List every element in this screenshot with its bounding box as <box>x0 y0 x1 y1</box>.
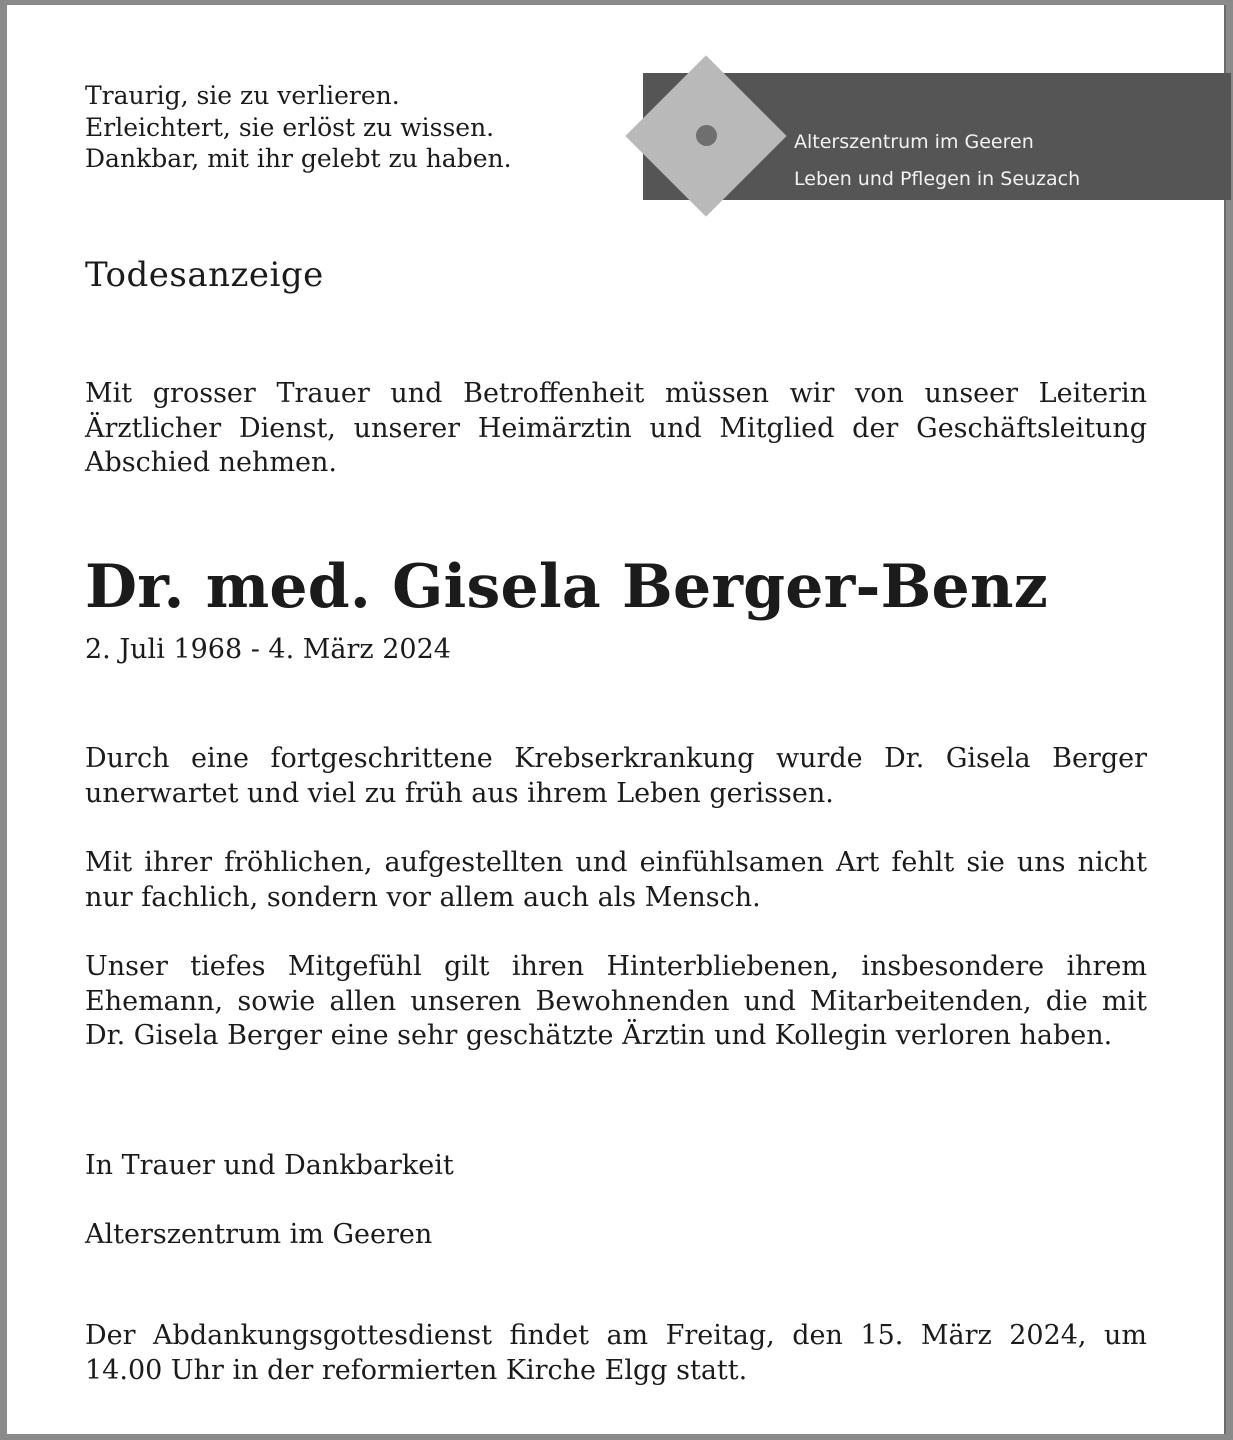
logo-tagline: Leben und Pflegen in Seuzach <box>794 168 1081 190</box>
body-paragraph: Durch eine fortgeschrittene Krebserkrankung wurde Dr. Gisela Berger unerwartet und viel zu früh aus ihrem Leben gerissen. <box>85 743 1147 809</box>
sender-name: Alterszentrum im Geeren <box>85 1219 433 1250</box>
border-rule <box>1224 5 1226 1434</box>
motto-line: Dankbar, mit ihr gelebt zu haben. <box>85 144 512 173</box>
motto <box>85 80 512 175</box>
deceased-name: Dr. med. Gisela Berger-Benz <box>85 552 1048 622</box>
body-paragraph: Unser tiefes Mitgefühl gilt ihren Hinterbliebenen, insbesondere ihrem Ehemann, sowie allen unseren Bewohnenden und Mitarbeitenden, die mit Dr. Gisela Berger eine sehr geschätzte Ärztin und Kollegin verloren haben. <box>85 951 1147 1051</box>
closing-line: In Trauer und Dankbarkeit <box>85 1150 454 1181</box>
life-dates: 2. Juli 1968 - 4. März 2024 <box>85 634 451 665</box>
body-paragraph: Mit ihrer fröhlichen, aufgestellten und einfühlsamen Art fehlt sie uns nicht nur fachlich, sondern vor allem auch als Mensch. <box>85 847 1147 913</box>
page-title: Todesanzeige <box>85 255 324 295</box>
logo-name: Alterszentrum im Geeren <box>794 131 1034 153</box>
logo-text <box>794 124 1080 198</box>
service-notice: Der Abdankungsgottesdienst findet am Freitag, den 15. März 2024, um 14.00 Uhr in der reformierten Kirche Elgg statt. <box>85 1320 1147 1386</box>
motto-line: Erleichtert, sie erlöst zu wissen. <box>85 112 495 142</box>
motto-line: Traurig, sie zu verlieren. <box>85 81 400 110</box>
logo-dot-icon <box>696 125 717 146</box>
intro-paragraph: Mit grosser Trauer und Betroffenheit müssen wir von unseer Leiterin Ärztlicher Dienst, unserer Heimärztin und Mitglied der Geschäftsleitung Abschied nehmen. <box>85 378 1147 478</box>
